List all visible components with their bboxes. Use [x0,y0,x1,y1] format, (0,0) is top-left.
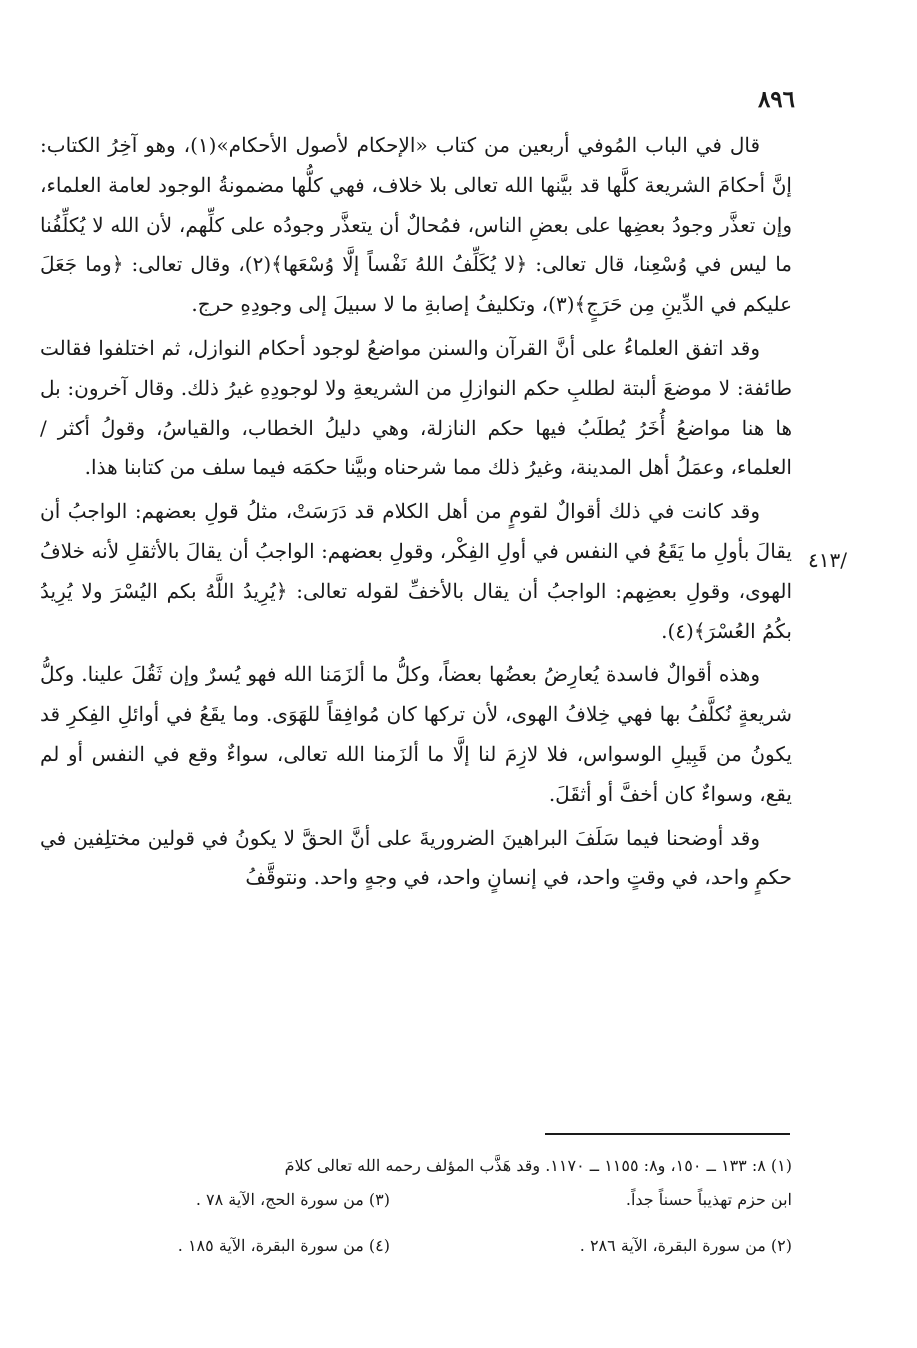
footnote-separator [545,1133,790,1135]
paragraph-4: وهذه أقوالٌ فاسدة يُعارِضُ بعضُها بعضاً، وكلُّ ما ألزَمَنا الله فهو يُسرٌ وإن ثَقُلَ علينا. وكلُّ شريعةٍ نُكلَّفُ بها فهي خِلافُ الهوى، لأن تركها كان مُوافِقاً للهَوَى. وما يقَعُ في أوائلِ الفِكرِ قد يكونُ من قَبِيلِ الوسواس، فلا لازِمَ لنا إلَّا ما ألزَمنا الله تعالى، سواءٌ وقع في النفس أو لم يقع، وسواءٌ كان أخفَّ أو أثقَلَ. [40,662,792,806]
paragraph-5: وقد أوضحنا فيما سَلَفَ البراهينَ الضروريةَ على أنَّ الحقَّ لا يكونُ في قولين مختلِفين في حكمٍ واحد، في وقتٍ واحد، في إنسانٍ واحد، في وجهٍ واحد. ونتوقَّفُ [40,825,792,890]
paragraph-3: وقد كانت في ذلك أقوالٌ لقومٍ من أهل الكلام قد دَرَسَتْ، مثلُ قولِ بعضهم: الواجبُ أن يقالَ بأولِ ما يَقَعُ في النفس في أولِ الفِكْر، وقولِ بعضهم: الواجبُ أن يقالَ بالأثقلِ لأنه خلافُ الهوى، وقولِ بعضِهم: الواجبُ أن يقال بالأخفِّ لقوله تعالى: ﴿يُرِيدُ اللَّهُ بكم اليُسْرَ ولا يُرِيدُ بكُمُ العُسْرَ﴾(٤). [40,499,792,643]
footnote-1-continuation: ابن حزم تهذيباً حسناً جداً. [625,1190,792,1209]
margin-page-reference: ٤١٣/ [808,548,847,572]
main-text [40,126,792,902]
paragraph-2: وقد اتفق العلماءُ على أنَّ القرآن والسنن مواضعُ لوجود أحكام النوازل، ثم اختلفوا فقالت طائفة: لا موضعَ ألبتة لطلبِ حكم النوازلِ من الشريعةِ ولا لوجودِهِ غيرُ ذلك. وقال آخرون: بل ها هنا مواضعُ أُخَرُ يُطلَبُ فيها حكم النازلة، وهي دليلُ الخطاب، والقياسُ، وقولُ أكثر / العلماء، وعمَلُ أهل المدينة، وغيرُ ذلك مما شرحناه وبيَّنا حكمَه فيما سلف من كتابنا هذا. [40,335,792,480]
paragraph-1: قال في الباب المُوفي أربعين من كتاب «الإحكام لأصول الأحكام»(١)، وهو آخِرُ الكتاب: إنَّ أحكامَ الشريعة كلَّها قد بيَّنها الله تعالى بلا خلاف، فهي كلُّها مضمونةُ الوجود لعامة العلماء، وإن تعذَّر وجودُ بعضِها على بعضِ الناس، فمُحالٌ أن يتعذَّر وجودُه على كلِّهم، لأن الله لا يُكلِّفُنا ما ليس في وُسْعِنا، قال تعالى: ﴿لا يُكَلِّفُ اللهُ نَفْساً إلَّا وُسْعَها﴾(٢)، وقال تعالى: ﴿وما جَعَلَ عليكم في الدِّينِ مِن حَرَجٍ﴾(٣)، وتكليفُ إصابةِ ما لا سبيلَ إلى وجودِهِ حرج. [40,133,792,317]
footnote-1: (١) ٨: ١٣٣ ــ ١٥٠، و٨: ١١٥٥ ــ ١١٧٠. وقد هَذَّب المؤلف رحمه الله تعالى كلامَ [284,1156,792,1175]
footnote-2: (٢) من سورة البقرة، الآية ٢٨٦ . [579,1236,792,1255]
footnote-3: (٣) من سورة الحج، الآية ٧٨ . [195,1190,390,1209]
page-number: ٨٩٦ [757,86,795,113]
footnote-4: (٤) من سورة البقرة، الآية ١٨٥ . [177,1236,390,1255]
